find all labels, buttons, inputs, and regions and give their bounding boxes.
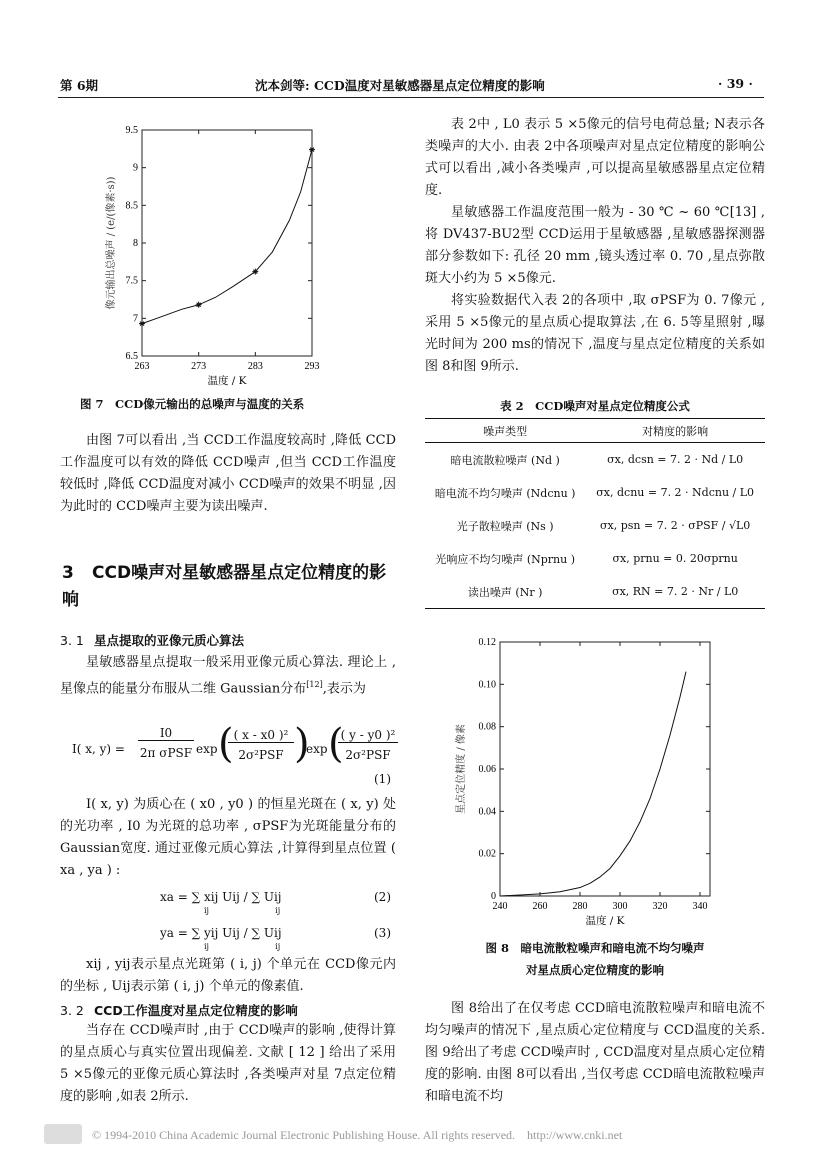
column-header: 对精度的影响 — [585, 419, 765, 443]
y-tick-label: 0.12 — [478, 637, 496, 648]
eq1-factor2-denominator: 2σ²PSF — [345, 748, 391, 762]
x-tick-label: 280 — [572, 901, 588, 912]
table-2 — [425, 418, 765, 609]
paragraph: 图 8给出了在仅考虑 CCD暗电流散粒噪声和暗电流不均匀噪声的情况下 ,星点质心定位精度与 CCD温度的关系. 图 9给出了考虑 CCD噪声时 , CCD温度对星点质心定位精度的影响. 由图 8可以看出 ,当仅考虑 CCD暗电流散粒噪声和暗电流不均 — [425, 1001, 765, 1104]
y-tick-label: 0.08 — [478, 721, 496, 733]
running-title: 沈本剑等: CCD温度对星敏感器星点定位精度的影响 — [255, 78, 545, 93]
eq1-number: (1) — [374, 772, 391, 786]
eq1-exp-2: exp — [306, 742, 328, 756]
table-row — [425, 476, 765, 509]
data-point — [309, 147, 315, 153]
equation-2: xa = ∑ xij Uij / ∑ Uij — [160, 890, 282, 904]
y-tick-label: 0.10 — [478, 679, 496, 691]
x-tick-label: 300 — [612, 901, 628, 912]
equation-1: I( x, y) = I0 2π σPSF exp ( ( x - x0 )² 2σ²PSF ) exp ( ( y - y0 )² 2σ²PSF — [72, 726, 397, 778]
x-axis-label: 温度 / K — [207, 375, 247, 387]
paragraph: 将实验数据代入表 2的各项中 ,取 σPSF为 0. 7像元 ,采用 5 ×5像元的星点质心提取算法 ,在 6. 5等星照射 ,曝光时间为 200 ms的情况下 ,温度与星点定位精度的关系如图 8和图 9所示. — [425, 293, 765, 374]
x-tick-label: 320 — [652, 901, 668, 912]
y-tick-label: 9 — [133, 162, 138, 174]
equation-3: ya = ∑ yij Uij / ∑ Uij — [160, 926, 282, 940]
subsection-3-2-heading — [60, 1000, 298, 1019]
plot-frame — [500, 642, 710, 896]
noise-type: 光响应不均匀噪声 (Nprnu ) — [435, 552, 575, 566]
paragraph: 由图 7可以看出 ,当 CCD工作温度较高时 ,降低 CCD工作温度可以有效的降低 CCD噪声 ,但当 CCD工作温度较低时 ,降低 CCD温度对减小 CCD噪声的效果不明显 ,因为此时的 CCD噪声主要为读出噪声. — [60, 433, 396, 514]
noise-type: 暗电流散粒噪声 (Nd ) — [450, 453, 560, 467]
formula: σx, RN = 7. 2 · Nr / L0 — [585, 575, 765, 609]
subsection-title: 星点提取的亚像元质心算法 — [94, 633, 245, 648]
y-tick-label: 0.02 — [478, 848, 496, 860]
fig8-caption-line1: 图 8 暗电流散粒噪声和暗电流不均匀噪声 — [485, 941, 705, 955]
x-tick-label: 240 — [492, 901, 508, 912]
subsection-number: 3. 1 — [60, 633, 84, 648]
fig7-chart — [100, 118, 340, 390]
y-tick-label: 0.06 — [478, 764, 496, 775]
left-column — [60, 430, 396, 518]
series-line — [500, 672, 686, 896]
paragraph: 当存在 CCD噪声时 ,由于 CCD噪声的影响 ,使得计算的星点质心与真实位置出现偏差. 文献 [ 12 ] 给出了采用 5 ×5像元的亚像元质心算法时 ,各类噪声对星 7点定位精度的影响 ,如表 2所示. — [60, 1023, 396, 1104]
copyright-footer: © 1994-2010 China Academic Journal Electronic Publishing House. All rights reserved. http://www.cnki.net — [92, 1128, 623, 1142]
fig7-caption: 图 7 CCD像元输出的总噪声与温度的关系 — [80, 397, 305, 411]
figure-7 — [100, 118, 340, 394]
x-tick-label: 260 — [532, 901, 548, 912]
left-paragraph-4 — [60, 954, 396, 998]
formula: σx, dcnu = 7. 2 · Ndcnu / L0 — [596, 486, 755, 499]
subsection-3-1-heading — [60, 630, 244, 649]
table-row — [425, 575, 765, 609]
issue-number: 第 6期 — [60, 78, 99, 93]
data-point — [196, 302, 202, 308]
column-header: 噪声类型 — [425, 419, 585, 443]
noise-type: 光子散粒噪声 (Ns ) — [456, 519, 554, 533]
fig8-caption-line2: 对星点质心定位精度的影响 — [526, 963, 664, 977]
x-tick-label: 293 — [304, 361, 320, 372]
left-paragraph-3 — [60, 794, 396, 882]
eq1-factor1-numerator: ( x - x0 )² — [228, 728, 294, 743]
paragraph: 星敏感器工作温度范围一般为 - 30 ℃ ~ 60 ℃[13] ,将 DV437-BU2型 CCD运用于星敏感器 ,星敏感器探测器部分参数如下: 孔径 20 mm ,镜头透过率 0. 70 ,星点弥散斑大小约为 5 ×5像元. — [425, 205, 765, 286]
x-tick-label: 283 — [247, 361, 263, 372]
paragraph: 星敏感器星点提取一般采用亚像元质心算法. 理论上 ,星像点的能量分布服从二维 Gaussian分布 — [60, 655, 396, 697]
y-tick-label: 9.5 — [125, 125, 138, 136]
table2-title: 表 2 CCD噪声对星点定位精度公式 — [500, 399, 690, 413]
left-paragraph-2 — [60, 652, 396, 700]
y-tick-label: 0 — [491, 891, 496, 902]
eq1-numerator: I0 — [138, 726, 194, 741]
table-row — [425, 443, 765, 477]
eq1-denominator: 2π σPSF — [139, 746, 193, 760]
eq3-number: (3) — [374, 926, 391, 940]
x-tick-label: 340 — [692, 901, 708, 912]
noise-type: 暗电流不均匀噪声 (Ndcnu ) — [434, 486, 576, 500]
formula: σx, psn = 7. 2 · σPSF / √L0 — [600, 519, 751, 532]
section-title: CCD噪声对星敏感器星点定位精度的影响 — [62, 563, 387, 610]
y-axis-label: 像元输出总噪声 / (e/(像素·s)) — [106, 176, 117, 310]
left-paragraph-5 — [60, 1020, 396, 1108]
y-tick-label: 7.5 — [125, 275, 138, 287]
eq1-factor1-denominator: 2σ²PSF — [238, 748, 284, 762]
table-header-row — [425, 419, 765, 443]
paragraph: 表 2中 , L0 表示 5 ×5像元的信号电荷总量; N表示各类噪声的大小. 由表 2中各项噪声对星点定位精度的影响公式可以看出 ,减小各类噪声 ,可以提高星敏感器星点定位精度. — [425, 117, 765, 198]
y-tick-label: 6.5 — [125, 351, 138, 362]
y-tick-label: 7 — [133, 313, 138, 325]
plot-frame — [142, 130, 312, 356]
eq2-number: (2) — [374, 890, 391, 904]
data-point — [139, 321, 145, 327]
x-axis-label: 温度 / K — [585, 915, 625, 927]
eq1-factor2-numerator: ( y - y0 )² — [338, 728, 398, 743]
eq1-lhs: I( x, y) = — [72, 742, 125, 756]
subsection-number: 3. 2 — [60, 1003, 84, 1018]
x-tick-label: 263 — [134, 361, 150, 372]
y-tick-label: 8 — [133, 238, 138, 249]
paragraph: I( x, y) 为质心在 ( x0 , y0 ) 的恒星光斑在 ( x, y) 处的光功率 , I0 为光斑的总功率 , σPSF为光斑能量分布的 Gaussian宽度. 通过亚像元质心算法 ,计算得到星点位置 ( xa , ya ) : — [60, 797, 396, 878]
y-tick-label: 8.5 — [125, 200, 138, 212]
page-number: · 39 · — [718, 76, 753, 91]
figure-8 — [450, 632, 730, 936]
citation: [12] — [306, 680, 323, 689]
y-axis-label: 星点定位精度 / 像素 — [456, 724, 467, 814]
table-row — [425, 509, 765, 542]
formula: σx, dcsn = 7. 2 · Nd / L0 — [607, 453, 744, 466]
paragraph-tail: ,表示为 — [322, 681, 366, 697]
eq1-exp: exp — [196, 742, 218, 756]
subsection-title: CCD工作温度对星点定位精度的影响 — [94, 1003, 298, 1018]
paragraph: xij , yij表示星点光斑第 ( i, j) 个单元在 CCD像元内的坐标 , Uij表示第 ( i, j) 个单元的像素值. — [60, 957, 396, 994]
y-tick-label: 0.04 — [478, 806, 496, 818]
header-rule — [58, 97, 764, 98]
x-tick-label: 273 — [191, 361, 207, 372]
section-3-heading — [62, 560, 398, 614]
fig8-chart — [450, 632, 730, 932]
eq3-subscripts: ij ij — [204, 942, 281, 951]
noise-type: 读出噪声 (Nr ) — [425, 575, 585, 609]
section-number: 3 — [62, 563, 74, 583]
cnki-logo-icon — [44, 1124, 82, 1144]
formula: σx, prnu = 0. 20σprnu — [612, 552, 738, 565]
table-row — [425, 542, 765, 575]
right-column-bottom — [425, 998, 765, 1108]
right-column-top — [425, 114, 765, 378]
series-line — [142, 150, 312, 324]
eq2-subscripts: ij ij — [204, 906, 281, 915]
